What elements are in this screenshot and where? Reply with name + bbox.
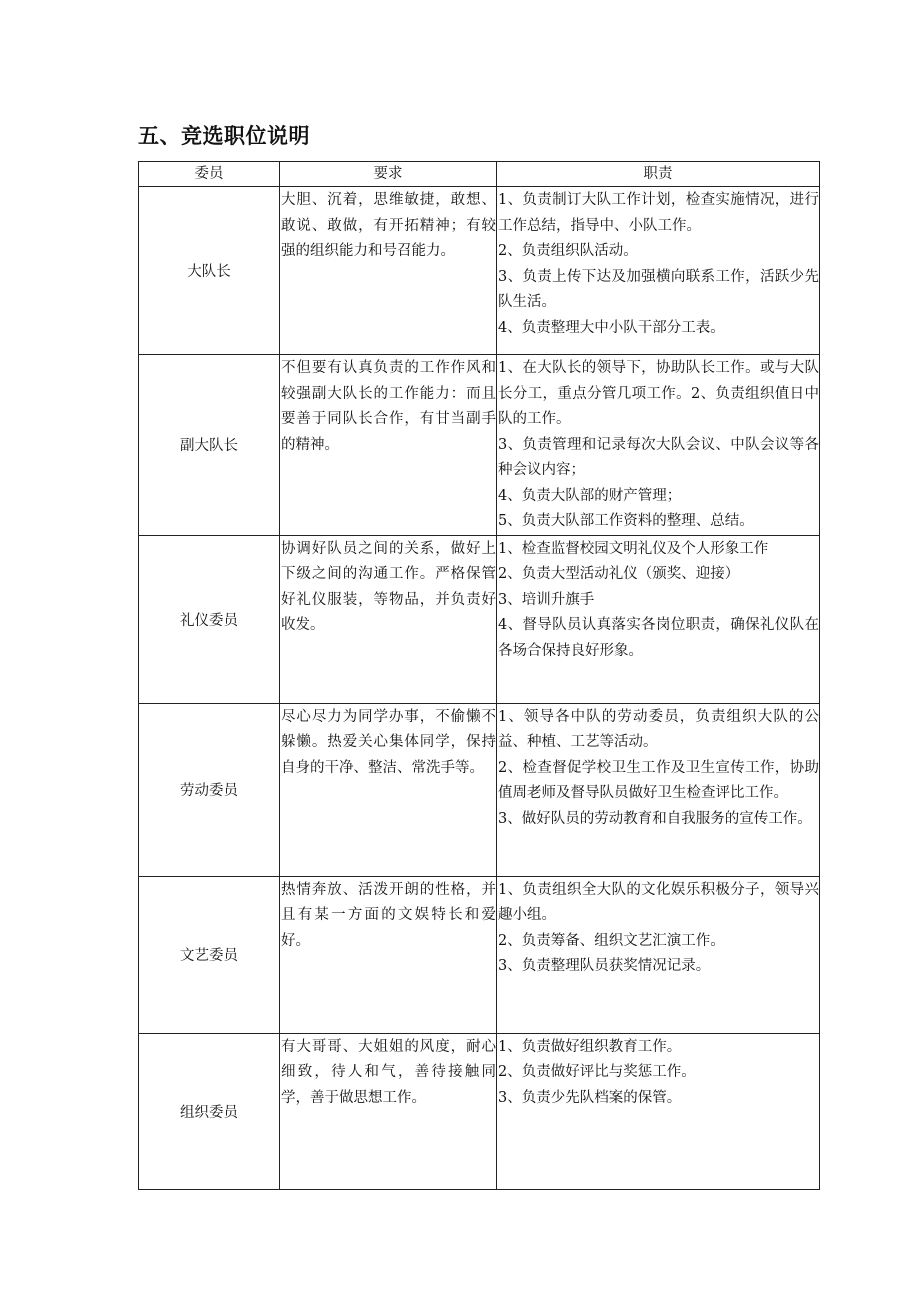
header-duties: 职责 <box>497 162 820 187</box>
duty-item: 1、负责做好组织教育工作。 <box>498 1038 682 1055</box>
table-row <box>139 535 820 703</box>
duties-cell <box>497 355 820 536</box>
table-row <box>139 1033 820 1189</box>
duty-item: 2、负责大型活动礼仪（颁奖、迎接） <box>498 566 740 582</box>
duty-item: 1、负责组织全大队的文化娱乐积极分子，领导兴趣小组。 <box>498 881 819 923</box>
duties-cell <box>497 876 820 1033</box>
duty-item: 2、负责做好评比与奖惩工作。 <box>498 1064 696 1080</box>
duty-item: 3、做好队员的劳动教育和自我服务的宣传工作。 <box>498 810 812 827</box>
requirement-cell: 尽心尽力为同学办事，不偷懒不躲懒。热爱关心集体同学，保持自身的干净、整洁、常洗手等。 <box>280 703 497 876</box>
header-requirement: 要求 <box>280 162 497 187</box>
duty-item: 2、负责筹备、组织文艺汇演工作。 <box>498 932 725 949</box>
page-title: 五、竞选职位说明 <box>138 124 310 148</box>
requirement-cell: 大胆、沉着，思维敏捷，敢想、敢说、敢做，有开拓精神；有较强的组织能力和号召能力。 <box>280 187 497 355</box>
duty-item: 5、负责大队部工作资料的整理、总结。 <box>498 513 754 529</box>
duty-item: 3、培训升旗手 <box>498 591 595 608</box>
duty-item: 3、负责管理和记录每次大队会议、中队会议等各种会议内容； <box>498 436 819 478</box>
duties-cell <box>497 1033 820 1189</box>
role-cell: 礼仪委员 <box>139 535 280 703</box>
duty-item: 1、检查监督校园文明礼仪及个人形象工作 <box>498 540 769 557</box>
duty-item: 1、领导各中队的劳动委员，负责组织大队的公益、种植、工艺等活动。 <box>498 708 819 750</box>
duties-cell <box>497 535 820 703</box>
duty-item: 3、负责少先队档案的保管。 <box>498 1089 682 1106</box>
duty-item: 2、负责组织队活动。 <box>498 243 638 259</box>
duty-item: 1、在大队长的领导下，协助队长工作。或与大队长分工，重点分管几项工作。2、负责组织值日中队的工作。 <box>498 360 819 427</box>
requirement-cell: 协调好队员之间的关系，做好上下级之间的沟通工作。严格保管好礼仪服装，等物品，并负责好收发。 <box>280 535 497 703</box>
duties-cell <box>497 703 820 876</box>
role-cell: 副大队长 <box>139 355 280 536</box>
duty-item: 4、督导队员认真落实各岗位职责，确保礼仪队在各场合保持良好形象。 <box>498 617 819 659</box>
role-cell: 劳动委员 <box>139 703 280 876</box>
duties-cell <box>497 187 820 355</box>
table-row <box>139 187 820 355</box>
role-cell: 大队长 <box>139 187 280 355</box>
table-row <box>139 876 820 1033</box>
duty-item: 4、负责大队部的财产管理； <box>498 487 682 504</box>
table-header-row <box>139 162 820 187</box>
requirement-cell: 热情奔放、活泼开朗的性格，并且有某一方面的文娱特长和爱好。 <box>280 876 497 1033</box>
duty-item: 3、负责上传下达及加强横向联系工作，活跃少先队生活。 <box>498 268 819 310</box>
table-row <box>139 355 820 536</box>
role-cell: 组织委员 <box>139 1033 280 1189</box>
requirement-cell: 有大哥哥、大姐姐的风度，耐心细致，待人和气，善待接触同学，善于做思想工作。 <box>280 1033 497 1189</box>
positions-table <box>138 161 820 1190</box>
requirement-cell: 不但要有认真负责的工作作风和较强副大队长的工作能力：而且要善于同队长合作，有甘当副手的精神。 <box>280 355 497 536</box>
header-role: 委员 <box>139 162 280 187</box>
table-row <box>139 703 820 876</box>
duty-item: 3、负责整理队员获奖情况记录。 <box>498 958 711 974</box>
duty-item: 2、检查督促学校卫生工作及卫生宣传工作，协助值周老师及督导队员做好卫生检查评比工作。 <box>498 759 819 801</box>
duty-item: 4、负责整理大中小队干部分工表。 <box>498 319 725 336</box>
duty-item: 1、负责制订大队工作计划，检查实施情况，进行工作总结，指导中、小队工作。 <box>498 192 819 234</box>
role-cell: 文艺委员 <box>139 876 280 1033</box>
